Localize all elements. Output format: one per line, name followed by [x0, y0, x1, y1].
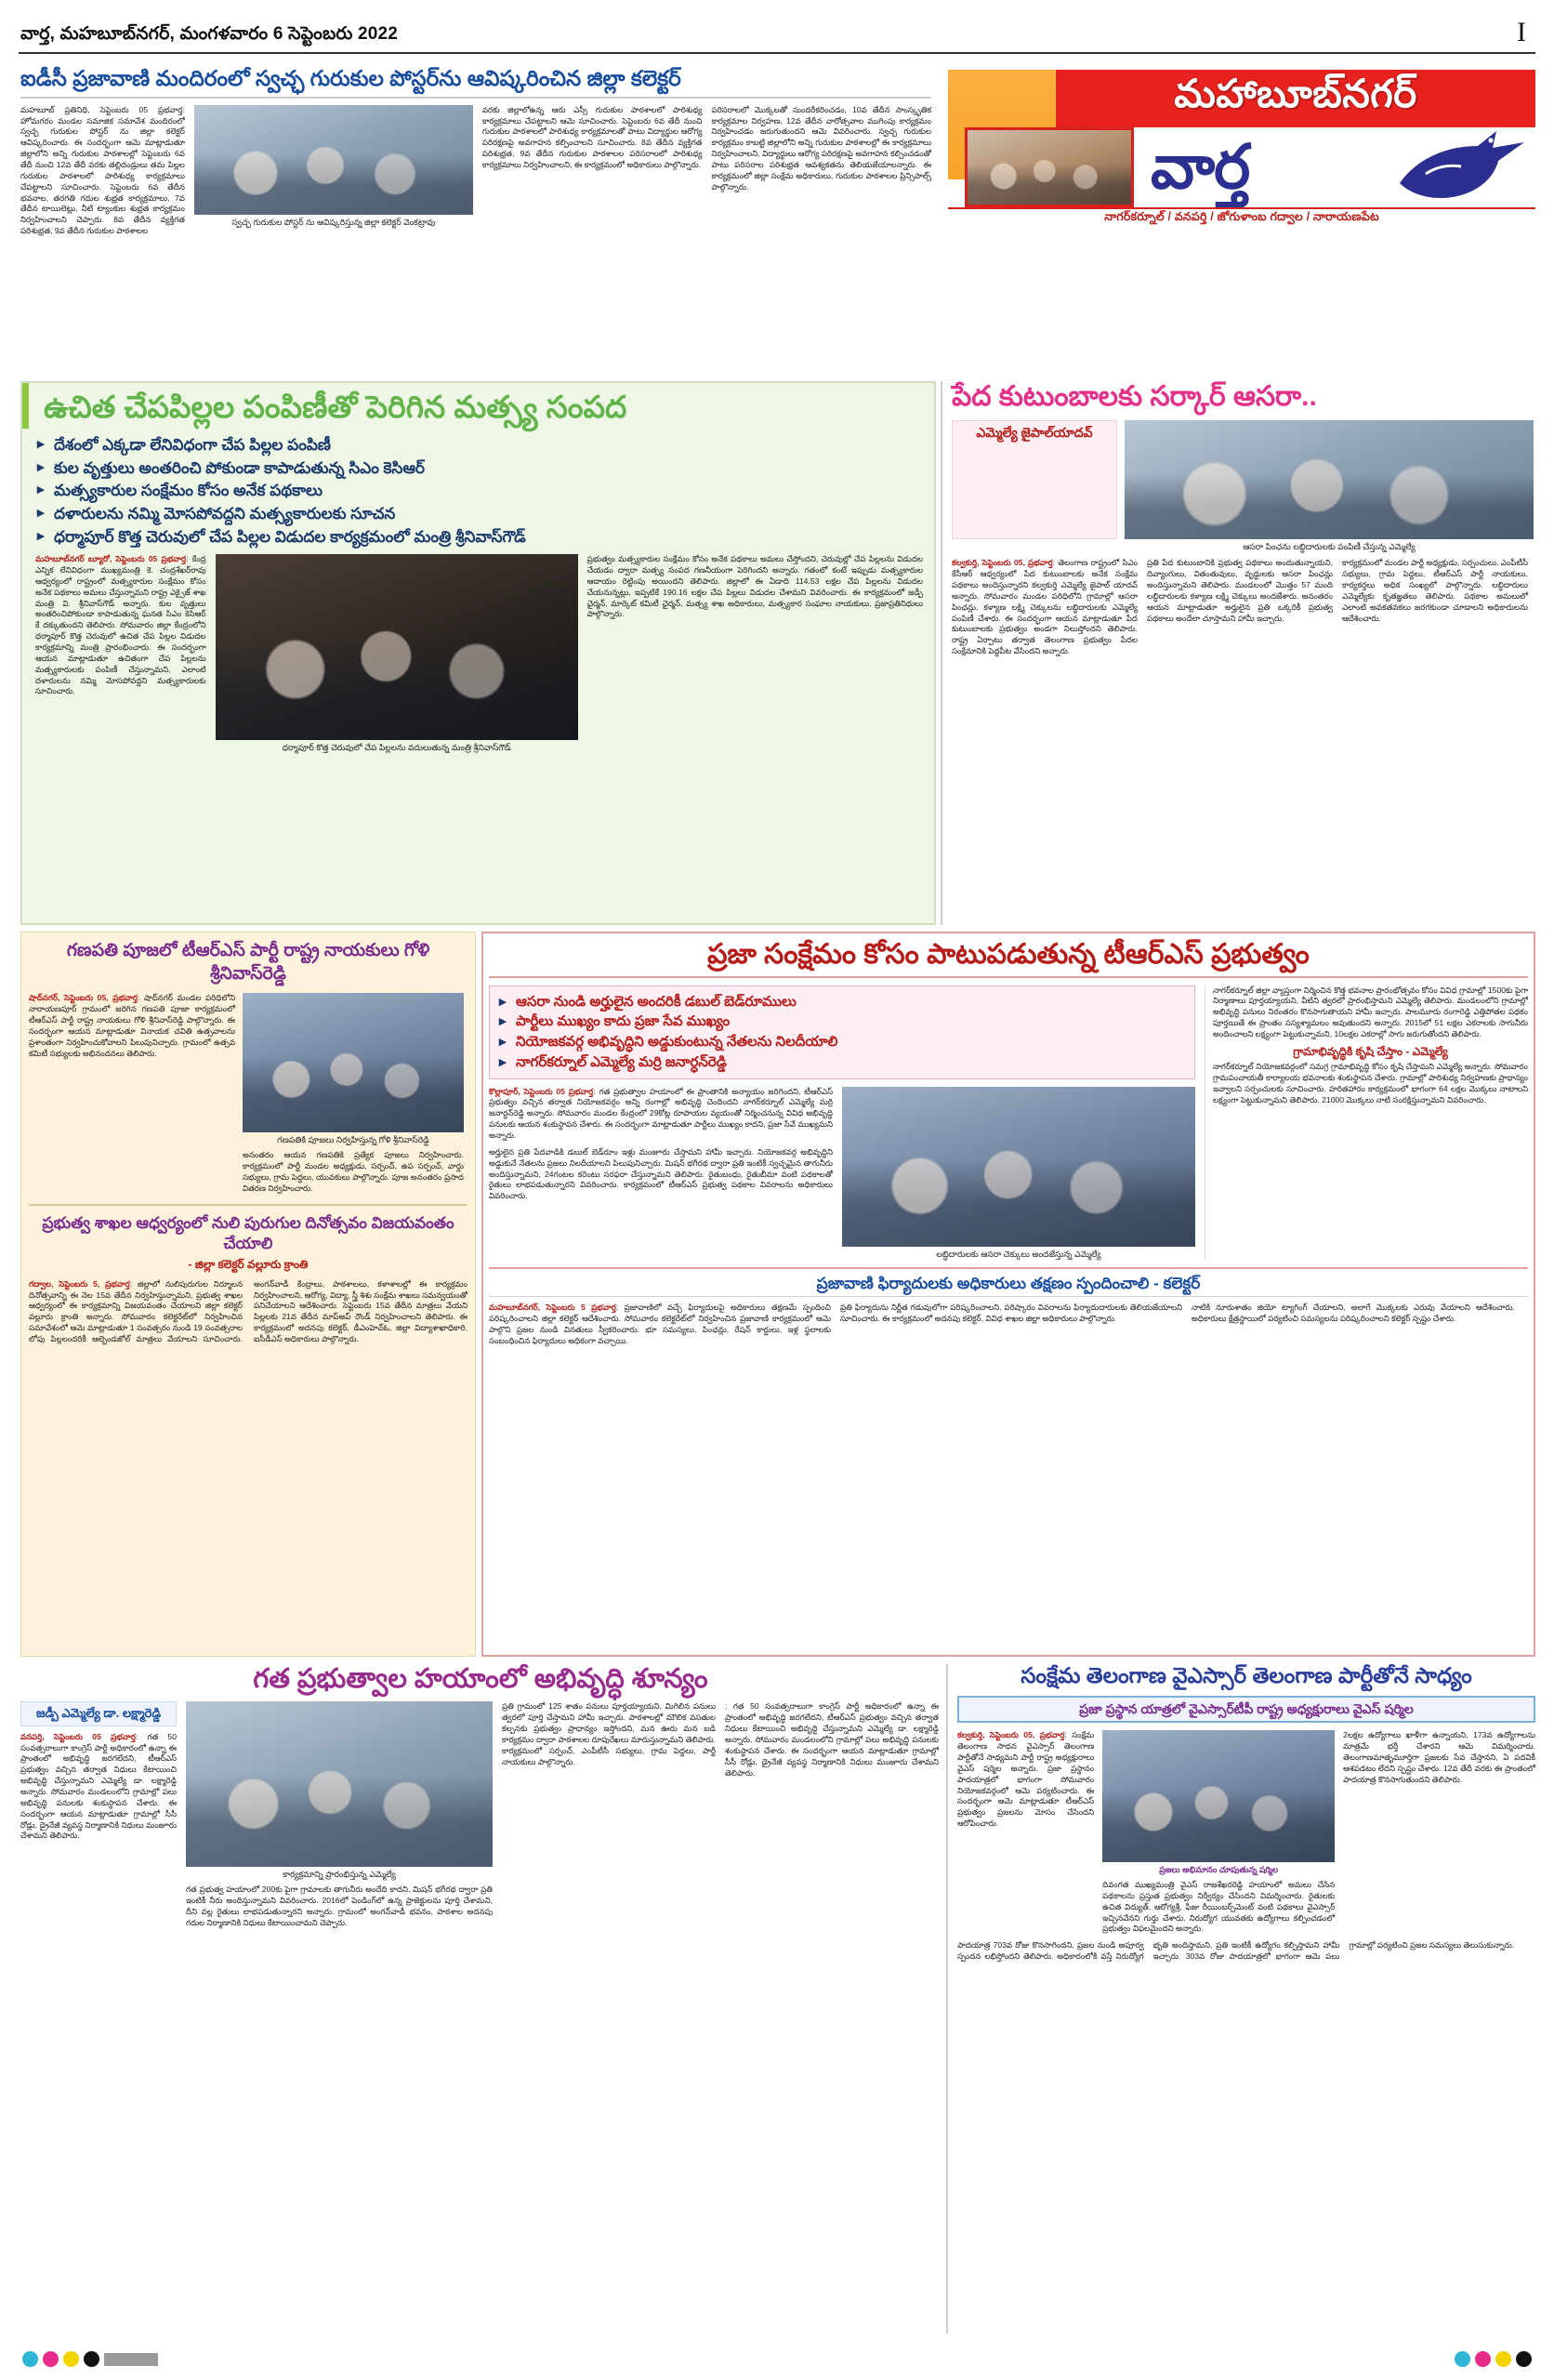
masthead	[948, 70, 1535, 228]
past-govt-headline: గత ప్రభుత్వాల హయాంలో అభివృద్ధి శూన్యం	[253, 1664, 708, 1694]
past-govt-dateline: వనపర్తి, సెప్టెంబరు 05 ప్రభవార్త	[20, 1731, 136, 1741]
trs-story-bullets-box	[489, 985, 1195, 1079]
fish-story-col-1	[35, 554, 206, 754]
asara-story-text-1: : తెలంగాణ రాష్ట్రంలో సిఎం కేసీఆర్ ఆధ్వర్యంలో పేద కుటుంబాలకు అనేక సంక్షేమ పథకాలు అందిస్తున్నారని కల్వకుర్తి ఎమ్మెల్యే జైపాల్ యాదవ్ అన్నారు. సోమవారం మండల పరిధిలోని గ్రామాల్లో ఆసరా పింఛన్లు, కళ్యాణ లక్ష్మి చెక్కులను లబ్ధిదారులకు ఎమ్మెల్యే పంపిణీ చేశారు. ఈ సందర్భంగా ఆయన మాట్లాడుతూ పేద కుటుంబాలకు ప్రభుత్వం అండగా నిలుస్తోందని తెలిపారు. రాష్ట్ర ఏర్పాటు తర్వాత తెలంగాణ ప్రభుత్వం పేదల సంక్షేమానికి పెద్దపీట వేసిందని అన్నారు.	[952, 558, 1138, 656]
color-registration-marks-right	[1455, 2351, 1532, 2367]
ganapati-story-headline: గణపతి పూజలో టీఆర్ఎస్ పార్టీ రాష్ట్ర నాయకులు గోళి శ్రీనివాస్‌రెడ్డి	[66, 941, 430, 984]
masthead-paper-name: వార్త	[1151, 132, 1250, 201]
trs-story-text-3: నాగర్‌కర్నూల్ జిల్లా వ్యాప్తంగా నిర్మించిన కొత్త భవనాల ప్రారంభోత్సవం కోసం వివిధ గ్రామాల్లో 1500కు పైగా నిర్మాణాలు పూర్తయ్యాయని, వీటిని త్వరలో ప్రారంభిస్తామని ఎమ్మెల్యే తెలిపారు. మండలంలోని గ్రామాల్లో అభివృద్ధి పనులు నిరంతరం కొనసాగుతాయని హామీ ఇచ్చారు. పాలమూరు రంగారెడ్డి ఎత్తిపోతల పథకం పూర్తయితే ఈ ప్రాంతం సస్యశ్యామలం అవుతుందని అన్నారు. 2015లో 51 లక్షల ఎకరాలకు సాగునీరు అందించాలని లక్ష్యంగా పెట్టుకున్నామని, 10లక్షల ఎకరాల్లో సాగు జరుగుతోందని తెలిపారు.	[1213, 985, 1528, 1039]
fish-story	[20, 381, 936, 925]
fish-story-text-1: : కేంద్ర ఎన్నిక లేనివిధంగా ముఖ్యమంత్రి కె. చంద్రశేఖర్‌రావు ఆధ్వర్యంలో రాష్ట్రంలో మత్స్యకారుల సంక్షేమం కోసం అనేక పథకాలు అమలు చేస్తున్నామని రాష్ట్ర ఎక్సైజ్ శాఖ మంత్రి వి. శ్రీనివాస్‌గౌడ్ అన్నారు. కుల వృత్తులు అంతరించిపోకుండా కాపాడుతున్న ఘనత సిఎం కెసిఆర్ కే దక్కుతుందని తెలిపారు. సోమవారం జిల్లా కేంద్రంలోని ధర్మాపూర్ కొత్త చెరువులో ఉచిత చేప పిల్లల విడుదల కార్యక్రమాన్ని మంత్రి ప్రారంభించారు. ఈ సందర్భంగా ఆయన మాట్లాడుతూ ఉచితంగా చేప పిల్లలను మత్స్యకారులకు పంపిణీ చేస్తున్నామని, ఎలాంటి దళారులను నమ్మి మోసపోవద్దని మత్స్యకారులకు సూచించారు.	[35, 554, 206, 696]
trs-story	[481, 932, 1535, 1657]
fish-bullet-1: ▸ దేశంలో ఎక్కడా లేనివిధంగా చేప పిల్లల పంపిణీ	[35, 434, 587, 457]
trs-story-subheading-2: గ్రామాభివృద్ధికి కృషి చేస్తాం - ఎమ్మెల్యే	[1293, 1044, 1448, 1058]
trs-bullet-3: ▸ నియోజకవర్గ అభివృద్ధిని అడ్డుకుంటున్న నేతలను నిలదీయాలి	[497, 1032, 1187, 1052]
color-registration-marks-left	[22, 2351, 158, 2367]
dot-magenta	[43, 2351, 59, 2367]
fish-bullet-4: ▸ దళారులను నమ్మి మోసపోవద్దని మత్స్యకారులకు సూచన	[35, 503, 587, 526]
top-story-caption: స్వచ్ఛ గురుకుల పోస్టర్ ను ఆవిష్కరిస్తున్న జిల్లా కలెక్టర్ వెంకట్రావు	[231, 217, 436, 227]
trs-story-col-1	[489, 1087, 833, 1261]
asara-story-caption: ఆసరా పింఛను లబ్ధిదారులకు పంపిణీ చేస్తున్న ఎమ్మెల్యే	[1243, 541, 1416, 551]
ganapati-story-text-2: అనంతరం ఆయన గణపతికి ప్రత్యేక పూజలు నిర్వహించారు. కార్యక్రమంలో పార్టీ మండల అధ్యక్షుడు, సర్పంచ్, ఉప సర్పంచ్, వార్డు సభ్యులు, గ్రామ పెద్దలు, యువకులు పాల్గొన్నారు. పూజ అనంతరం ప్రసాద వితరణ నిర్వహించారు.	[243, 1150, 464, 1193]
trs-story-right	[1205, 985, 1528, 1261]
past-govt-photo	[186, 1701, 493, 1867]
asara-story-photo	[1125, 420, 1534, 539]
collector-story-col-1	[489, 1302, 831, 1346]
top-story-col-1	[20, 105, 185, 237]
past-govt-text-4: : గత 50 సంవత్సరాలుగా కాంగ్రెస్ పార్టీ అధికారంలో ఉన్నా ఈ ప్రాంతంలో అభివృద్ధి జరగలేదని, టీఆర్ఎస్ ప్రభుత్వం వచ్చిన తర్వాత నిధులు కేటాయించి అభివృద్ధి చేస్తున్నామని ఎమ్మెల్యే డా. లక్ష్మారెడ్డి అన్నారు. సోమవారం మండలంలోని గ్రామాల్లో పలు అభివృద్ధి పనులకు శంకుస్థాపన చేశారు. ఈ సందర్భంగా ఆయన మాట్లాడుతూ గ్రామాల్లో సీసీ రోడ్లు, డ్రైనేజీ వ్యవస్థ నిర్మాణానికి నిధులు మంజూరు చేశామని తెలిపారు.	[725, 1701, 939, 1778]
collector-story-col-2	[840, 1302, 1182, 1346]
asara-story-col-1	[952, 558, 1138, 657]
trs-story-text-2: అర్హులైన ప్రతి పేదవాడికి డబుల్ బెడ్‌రూం ఇళ్లు మంజూరు చేస్తామని హామీ ఇచ్చారు. నియోజకవర్గ అభివృద్ధిని అడ్డుకునే నేతలను ప్రజలు నిలదీయాలని పిలుపునిచ్చారు. మిషన్ భగీరథ ద్వారా ప్రతి ఇంటికీ స్వచ్ఛమైన తాగునీరు అందిస్తున్నామని, 24గంటల కరెంటు సరఫరా చేస్తున్నామని తెలిపారు. రైతుబంధు, రైతుబీమా వంటి పథకాలతో రైతులు లాభపడుతున్నారని వివరించారు. కార్యక్రమంలో టీఆర్ఎస్ ప్రభుత్వ పథకాల వివరాలను అధికారులు వివరించారు.	[489, 1146, 833, 1201]
asara-story-photo-wrap	[1125, 420, 1534, 539]
collector-story-headline: ప్రజావాణి ఫిర్యాదులకు అధికారులు తక్షణం స్పందించాలి - కలెక్టర్	[489, 1275, 1528, 1297]
ysrtp-text-4: 2లక్షల ఉద్యోగాలు ఖాళీగా ఉన్నాయని, 173వ ఉద్యోగాలను మాత్రమే భర్తీ చేశారని ఆమె విమర్శించారు. తెలంగాణమాతృమూర్తిగా ప్రజలకు సేవ చేస్తానని, ఏ పదవికీ ఆశపడటం లేదని స్పష్టం చేశారు. 12వ తేదీ వరకు ఈ ప్రాంతంలో పాదయాత్ర కొనసాగుతుందని తెలిపారు.	[1343, 1730, 1535, 1784]
ysrtp-dateline: కల్వకుర్తి, సెప్టెంబరు 05, ప్రభవార్త	[957, 1730, 1065, 1740]
top-story-text-2: వరకు జిల్లాలోఉన్న ఆరు ఎస్సీ గురుకుల పాఠశాలలో పారిశుధ్య కార్యక్రమాలు చేపట్టాలని ఆమె సూచించారు. సెప్టెంబరు 6వ తేదీ నుంచి గురుకుల పాఠశాలలో పారిశుధ్య కార్యక్రమాలతో పాటు విద్యార్థుల ఆరోగ్య పరిరక్షణపై అవగాహన కల్పించాలని సూచించారు. 8వ తేదీన వ్యక్తిగత పరిశుభ్రత, 9వ తేదీన గురుకుల పాఠశాలల పరిసరాలలో పారిశుధ్య కార్యక్రమాలు నిర్వహించాలని, ఈ కార్యక్రమంలో అధికారులు పాల్గొన్నారు.	[481, 104, 703, 170]
ganapati-story-col-1	[29, 993, 235, 1194]
ysrtp-story	[946, 1664, 1535, 2334]
schools-story-subhead: - జిల్లా కలెక్టర్ వల్లూరు క్రాంతి	[188, 1257, 309, 1271]
collector-story-text-2: ప్రతి ఫిర్యాదును నిర్ణీత గడువులోగా పరిష్కరించాలని, పరిష్కారం వివరాలను ఫిర్యాదుదారులకు తెలియజేయాలని సూచించారు. ఈ కార్యక్రమంలో అదనపు కలెక్టర్, వివిధ శాఖల జిల్లా అధికారులు పాల్గొన్నారు.	[840, 1302, 1182, 1324]
past-govt-text-3: ప్రతి గ్రామంలో 125 శాతం పనులు పూర్తయ్యాయని, మిగిలిన పనులు త్వరలో పూర్తి చేస్తామని హామీ ఇచ్చారు. పాఠశాలల్లో మౌలిక వసతుల కల్పనకు ప్రభుత్వం ప్రాధాన్యం ఇస్తోందని, మన ఊరు మన బడి కార్యక్రమం ద్వారా పాఠశాలల రూపురేఖలు మారుస్తున్నామని తెలిపారు. కార్యక్రమంలో సర్పంచ్, ఎంపీటీసీ సభ్యులు, గ్రామ పెద్దలు, పార్టీ నాయకులు పాల్గొన్నారు.	[502, 1701, 716, 1766]
collector-story-text-1: : ప్రజావాణిలో వచ్చే ఫిర్యాదులపై అధికారులు తక్షణమే స్పందించి పరిష్కరించాలని జిల్లా కలెక్టర్ ఆదేశించారు. సోమవారం కలెక్టరేట్‌లో నిర్వహించిన ప్రజావాణి కార్యక్రమంలో ఆమె పాల్గొని ప్రజల నుండి వినతులు స్వీకరించారు. భూ సమస్యలు, పింఛన్లు, రేషన్ కార్డులు, ఇళ్ల స్థలాలకు సంబంధించిన ఫిర్యాదులు అధికంగా వచ్చాయి.	[489, 1302, 831, 1345]
past-govt-photo-wrap	[186, 1701, 493, 1928]
masthead-editions: నాగర్‌కర్నూల్ / వనపర్తి / జోగుళాంబ గద్వాల / నారాయణపేట	[1104, 210, 1379, 223]
collector-story-col-3	[1192, 1302, 1515, 1346]
schools-story-headline: ప్రభుత్వ శాఖల ఆధ్వర్యంలో నులి పురుగుల దినోత్సవం విజయవంతం చేయాలి	[42, 1213, 454, 1252]
ysrtp-col-1	[957, 1730, 1094, 1935]
trs-story-photo-wrap	[842, 1087, 1195, 1261]
asara-story-col-2	[1147, 558, 1333, 657]
ganapati-story-dateline: షాద్‌నగర్, సెప్టెంబరు 05, ప్రభవార్త	[29, 993, 138, 1003]
dot-cyan-right	[1455, 2351, 1470, 2367]
top-story-headline: ఐడీసీ ప్రజావాణి మందిరంలో స్వచ్ఛ గురుకుల పోస్టర్‌ను ఆవిష్కరించిన జిల్లా కలెక్టర్	[20, 67, 931, 99]
asara-story-text-3: కార్యక్రమంలో మండల పార్టీ అధ్యక్షుడు, సర్పంచులు, ఎంపీటీసీ సభ్యులు, గ్రామ పెద్దలు, టీఆర్ఎస్ పార్టీ నాయకులు, కార్యకర్తలు అధిక సంఖ్యలో పాల్గొన్నారు. లబ్ధిదారులు ఎమ్మెల్యేకు కృతజ్ఞతలు తెలిపారు. పథకాల అమలులో ఎలాంటి అవకతవకలు జరగకుండా చూడాలని అధికారులను ఆదేశించారు.	[1342, 558, 1528, 623]
schools-story-dateline: గద్వాల, సెప్టెంబరు 5, ప్రభవార్త	[29, 1278, 130, 1289]
dot-black-right	[1516, 2351, 1532, 2367]
past-govt-story	[20, 1664, 941, 2334]
ganapati-story	[20, 932, 476, 1657]
dove-icon	[1389, 118, 1528, 204]
past-govt-text-1: : గత 50 సంవత్సరాలుగా కాంగ్రెస్ పార్టీ అధికారంలో ఉన్నా ఈ ప్రాంతంలో అభివృద్ధి జరగలేదని, టీఆర్ఎస్ ప్రభుత్వం వచ్చిన తర్వాత నిధులు కేటాయించి అభివృద్ధి చేస్తున్నామని ఎమ్మెల్యే డా. లక్ష్మారెడ్డి అన్నారు. సోమవారం మండలంలోని గ్రామాల్లో పలు అభివృద్ధి పనులకు శంకుస్థాపన చేశారు. ఈ సందర్భంగా ఆయన మాట్లాడుతూ గ్రామాల్లో సీసీ రోడ్లు, డ్రైనేజీ వ్యవస్థ నిర్మాణానికి నిధులు మంజూరు చేశామని తెలిపారు.	[20, 1731, 177, 1841]
fish-story-caption: ధర్మాపూర్ కొత్త చెరువులో చేప పిల్లలను వదులుతున్న మంత్రి శ్రీనివాస్‌గౌడ్	[282, 743, 511, 753]
trs-bullet-2: ▸ పార్టీలు ముఖ్యం కాదు ప్రజా సేవ ముఖ్యం	[497, 1012, 1187, 1032]
top-story-col-3	[711, 105, 931, 237]
collector-story	[489, 1267, 1528, 1346]
collector-story-dateline: మహబూబ్‌నగర్, సెప్టెంబరు 5 ప్రభవార్త	[489, 1302, 616, 1313]
trs-story-headline: ప్రజా సంక్షేమం కోసం పాటుపడుతున్న టీఆర్ఎస్ ప్రభుత్వం	[489, 939, 1528, 978]
trs-bullet-1: ▸ ఆసరా నుండి అర్హులైన అందరికీ డబుల్ బెడ్‌రూములు	[497, 992, 1187, 1012]
schools-story	[29, 1204, 468, 1345]
masthead-editions-strip	[948, 207, 1535, 228]
dateline-row	[19, 17, 1535, 52]
trs-story-text-4: నాగర్‌కర్నూల్ నియోజకవర్గంలో సమగ్ర గ్రామాభివృద్ధి కోసం కృషి చేస్తామని ఎమ్మెల్యే అన్నారు. సోమవారం గ్రామపంచాయతీ కార్యాలయ భవనాలకు శంకుస్థాపన చేశారు. గ్రామాల్లో పారిశుధ్య నిర్వహణకు ప్రాధాన్యం ఇవ్వాలని సర్పంచులకు సూచించారు. హరితహారం కార్యక్రమంలో భాగంగా 64 లక్షల మొక్కలు నాటాలని లక్ష్యంగా పెట్టుకున్నామని తెలిపారు. 21000 మొక్కలు నాటి సంరక్షిస్తున్నామని వివరించారు.	[1213, 1062, 1528, 1104]
ysrtp-text-1: : సంక్షేమ తెలంగాణ సాధన వైఎస్సార్ తెలంగాణ పార్టీతోనే సాధ్యమని పార్టీ రాష్ట్ర అధ్యక్షురాలు వైఎస్ షర్మిల అన్నారు. ప్రజా ప్రస్థానం పాదయాత్రలో భాగంగా సోమవారం నియోజకవర్గంలో ఆమె పర్యటించారు. ఈ సందర్భంగా ఆమె మాట్లాడుతూ టీఆర్ఎస్ ప్రభుత్వం ప్రజలను మోసం చేసిందని ఆరోపించారు.	[957, 1730, 1095, 1829]
masthead-district-title: మహాబూబ్‌నగర్	[1174, 71, 1417, 115]
dot-magenta-right	[1475, 2351, 1491, 2367]
past-govt-subhead-box	[20, 1701, 177, 1726]
past-govt-col-4	[725, 1701, 939, 1928]
top-story-text-3: పరిసరాలలో మొక్కలతో సుందరీకరించడం, 10వ తేదీన సాంస్కృతిక కార్యక్రమాల నిర్వహణ, 12వ తేదీన వారోత్సవాల ముగింపు కార్యక్రమం నిర్వహించడం జరుగుతుందని ఆమె వివరించారు. స్వచ్ఛ గురుకుల కార్యక్రమం కాబట్టి జిల్లాలోని అన్ని గురుకుల పాఠశాలల్లో ఈ కార్యక్రమాలు నిర్వహించాలని, విద్యార్థులు ఆరోగ్య పరిరక్షణపై అవగాహన కల్పించడంతో పాటు పరిసరాల పరిశుభ్రత ఆవశ్యకతను తెలియజేయాలన్నారు. ఈ కార్యక్రమంలో జిల్లా సంక్షేమ అధికారులు, గురుకుల పాఠశాలల ప్రిన్సిపాల్స్ పాల్గొన్నారు.	[711, 104, 931, 192]
past-govt-subhead: జడ్పీ ఎమ్మెల్యే డా. లక్ష్మారెడ్డి	[35, 1706, 161, 1721]
ysrtp-caption: ప్రజలు అభిమానం చూపుతున్న షర్మిల	[1159, 1865, 1279, 1875]
registration-bar	[104, 2353, 158, 2366]
ysrtp-col-3	[1343, 1730, 1535, 1935]
ysrtp-subhead-box	[957, 1696, 1535, 1724]
dot-yellow-right	[1495, 2351, 1511, 2367]
ysrtp-subhead: ప్రజా ప్రస్థాన యాత్రలో వైఎస్సార్‌టీపీ రాష్ట్ర అధ్యక్షురాలు వైఎస్ షర్మిల	[1079, 1700, 1414, 1716]
top-story-text-1: మహబూబ్ ప్రతినిధి, సెప్టెంబరు 05 ప్రభవార్త: హోమగరం మండల సమాజిక సమావేశ మందిరంలో స్వచ్ఛ గురుకుల పోస్టర్ ను జిల్లా కలెక్టర్ ఆవిష్కరించారు. ఈ సందర్భంగా ఆమె మాట్లాడుతూ జిల్లాలోని అన్ని గురుకుల పాఠశాలల్లో సెప్టెంబరు 6వ తేదీ నుంచి 12వ తేదీ వరకు తల్లిదండ్రులు తమ పిల్లల గురుకుల పాఠశాలలో పారిశుధ్య కార్యక్రమాలు చేపట్టాలని సూచించారు. సెప్టెంబరు 6వ తేదీన భవనాల, తరగతి గదుల శుభ్రత కార్యక్రమాలు, 7వ తేదీన టాయిలెట్లు, నీటి ట్యాంకుల శుభ్రత కార్యక్రమం నిర్వహించాలని చెప్పారు. 8వ తేదీన వ్యక్తిగత పరిశుభ్రత, 9వ తేదీన గురుకుల పాఠశాలల	[20, 104, 185, 236]
trs-story-text-1: : గత ప్రభుత్వాల హయాంలో ఈ ప్రాంతానికి అన్యాయం జరిగిందని, టీఆర్ఎస్ ప్రభుత్వం వచ్చిన తర్వాత నియోజకవర్గం అన్ని రంగాల్లో అభివృద్ధి చెందిందని నాగర్‌కర్నూల్ ఎమ్మెల్యే మర్రి జనార్ధన్‌రెడ్డి అన్నారు. సోమవారం మండల కేంద్రంలో 29కోట్ల రూపాయల వ్యయంతో నిర్మించనున్న వివిధ అభివృద్ధి పనులకు ఆయన శంకుస్థాపన చేశారు. ఈ సందర్భంగా మాట్లాడుతూ పార్టీలు ముఖ్యం కాదని, ప్రజా సేవే ముఖ్యమని అన్నారు.	[489, 1086, 833, 1141]
dateline-text: వార్త, మహబూబ్‌నగర్, మంగళవారం 6 సెప్టెంబరు 2022	[20, 24, 399, 44]
trs-story-caption: లబ్ధిదారులకు ఆసరా చెక్కులు అందజేస్తున్న ఎమ్మెల్యే	[936, 1249, 1101, 1259]
dot-yellow	[63, 2351, 79, 2367]
trs-story-dateline: కొల్లాపూర్, సెప్టెంబరు 05 ప్రభవార్త	[489, 1086, 594, 1096]
fish-story-col-2	[587, 554, 923, 754]
header-rule	[19, 52, 1535, 54]
ganapati-story-text-1: : షాద్‌నగర్ మండల పరిధిలోని నారాయణపూర్ గ్రామంలో జరిగిన గణపతి పూజా కార్యక్రమంలో టీఆర్ఎస్ పార్టీ రాష్ట్ర నాయకులు గోళి శ్రీనివాస్‌రెడ్డి పాల్గొన్నారు. ఈ సందర్భంగా ఆయన మాట్లాడుతూ వినాయక చవితి ఉత్సవాలను ప్రశాంతంగా నిర్వహించుకోవాలని పిలుపునిచ్చారు. గ్రామంలో ఉత్సవ కమిటీ సభ్యులకు అభినందనలు తెలిపారు.	[29, 993, 235, 1058]
ysrtp-photo-wrap	[1102, 1730, 1335, 1935]
top-story-col-2	[482, 105, 703, 237]
fish-bullet-3: ▸ మత్స్యకారుల సంక్షేమం కోసం అనేక పథకాలు	[35, 480, 587, 503]
fish-story-text-2: ప్రభుత్వం మత్స్యకారుల సంక్షేమం కోసం అనేక పథకాలు అమలు చేస్తోందని, చెరువుల్లో చేప పిల్లలను విడుదల చేయడం ద్వారా మత్స్య సంపద గణనీయంగా పెరిగిందని అన్నారు. గతంలో కంటే ఇప్పుడు మత్స్యకారుల ఆదాయం రెట్టింపు అయిందని తెలిపారు. జిల్లాలో ఈ ఏడాది 114.53 లక్షల చేప పిల్లలను విడుదల చేయనున్నట్లు, ఇప్పటికే 190.16 లక్షల చేప పిల్లలు విడుదల చేశామని వివరించారు. ఈ కార్యక్రమంలో జడ్పీ ఛైర్మన్, మార్కెట్ కమిటీ ఛైర్మన్, మత్స్య శాఖ అధికారులు, మత్స్యకార సంఘాల నాయకులు, ప్రజాప్రతినిధులు పాల్గొన్నారు.	[586, 554, 923, 619]
ysrtp-photo	[1102, 1730, 1335, 1862]
asara-story-text-2: ప్రతి పేద కుటుంబానికి ప్రభుత్వ పథకాలు అందుతున్నాయని, దివ్యాంగులు, వితంతువులు, వృద్ధులకు ఆసరా పింఛన్లు అందిస్తున్నామని తెలిపారు. మండలంలో మొత్తం 57 మంది లబ్ధిదారులకు కళ్యాణ లక్ష్మి చెక్కులు అందజేశారు. అనంతరం ఆయన మాట్లాడుతూ అర్హులైన ప్రతి ఒక్కరికీ ప్రభుత్వ పథకాలు అందేలా చూస్తామని హామీ ఇచ్చారు.	[1147, 558, 1333, 623]
top-story-photo-wrap	[194, 105, 473, 237]
dot-cyan	[22, 2351, 38, 2367]
ysrtp-text-2: దివంగత ముఖ్యమంత్రి వైఎస్ రాజశేఖరరెడ్డి హయాంలో అమలు చేసిన పథకాలను ప్రస్తుత ప్రభుత్వం నిర్వీర్యం చేసిందని విమర్శించారు. రైతులకు ఉచిత విద్యుత్, ఆరోగ్యశ్రీ, ఫీజు రీయింబర్స్‌మెంట్ వంటి పథకాలు వైఎస్సార్ ఇచ్చినవేనని గుర్తు చేశారు. నిరుద్యోగ యువతకు ఉద్యోగాలు కల్పించడంలో ప్రభుత్వం విఫలమైందని అన్నారు.	[1102, 1879, 1336, 1934]
top-story	[20, 67, 931, 237]
fish-story-photo	[216, 554, 578, 740]
trs-story-bullets	[497, 992, 1187, 1073]
past-govt-col-1	[20, 1701, 177, 1928]
past-govt-text-2: గత ప్రభుత్వ హయాంలో 200కు పైగా గ్రామాలకు తాగునీరు అందేది కాదని, మిషన్ భగీరథ ద్వారా ప్రతి ఇంటికీ నీరు అందిస్తున్నామని వివరించారు. 2016లో పెండింగ్‌లో ఉన్న ప్రాజెక్టులను పూర్తి చేశామని, దీని వల్ల రైతులు లాభపడుతున్నారని అన్నారు. గ్రామంలో అంగన్‌వాడీ భవనం, పాఠశాల అదనపు గదుల నిర్మాణానికి నిధులు కేటాయించామని చెప్పారు.	[186, 1884, 493, 1927]
ganapati-story-photo-wrap	[243, 993, 464, 1194]
asara-story-headline: పేద కుటుంబాలకు సర్కార్ ఆసరా..	[952, 381, 1317, 412]
past-govt-col-3	[502, 1701, 716, 1928]
trs-bullet-4: ▸ నాగర్‌కర్నూల్ ఎమ్మెల్యే మర్రి జనార్ధన్‌రెడ్డి	[497, 1052, 1187, 1073]
fish-story-photo-wrap	[216, 554, 578, 754]
asara-subhead-box	[952, 420, 1117, 539]
ysrtp-headline: సంక్షేమ తెలంగాణ వైఎస్సార్ తెలంగాణ పార్టీతోనే సాధ్యం	[1021, 1663, 1472, 1687]
schools-story-text: : జిల్లాలో నులిపురుగుల నిర్మూలన దినోత్సవాన్ని ఈ నెల 15వ తేదీన నిర్వహిస్తున్నామని, ప్రభుత్వ శాఖల ఆధ్వర్యంలో ఈ కార్యక్రమాన్ని విజయవంతం చేయాలని జిల్లా కలెక్టర్ వల్లూరు క్రాంతి అన్నారు. సోమవారం కలెక్టరేట్‌లో నిర్వహించిన సమావేశంలో ఆమె మాట్లాడుతూ 1 సంవత్సరం నుండి 19 సంవత్సరాల లోపు పిల్లలందరికీ ఆల్బెండజోల్ మాత్రలు వేయాలని సూచించారు. అంగన్‌వాడీ కేంద్రాలు, పాఠశాలలు, కళాశాలల్లో ఈ కార్యక్రమం నిర్వహించాలని, ఆరోగ్య, విద్యా, స్త్రీ శిశు సంక్షేమ శాఖలు సమన్వయంతో పనిచేయాలని ఆదేశించారు. సెప్టెంబరు 15వ తేదీన మాత్రలు వేయని పిల్లలకు 21వ తేదీన మాప్‌అప్ రౌండ్ నిర్వహించాలని తెలిపారు. ఈ కార్యక్రమంలో అదనపు కలెక్టర్, డీఎంహెచ్ఓ, జిల్లా విద్యాశాఖాధికారి, ఐసీడీఎస్ అధికారులు పాల్గొన్నారు.	[29, 1278, 468, 1343]
fish-bullet-5: ▸ ధర్మాపూర్ కొత్త చెరువులో చేప పిల్లల విడుదల కార్యక్రమంలో మంత్రి శ్రీనివాస్‌గౌడ్	[35, 526, 587, 549]
ganapati-story-photo	[243, 993, 464, 1132]
trs-story-left	[489, 985, 1195, 1261]
trs-story-photo	[842, 1087, 1195, 1247]
collector-story-text-3: నాటికి నూరుశాతం జియో ట్యాగింగ్ చేయాలని, అలాగే మొక్కలకు ఎరువు వేయాలని ఆదేశించారు. అధికారులు క్షేత్రస్థాయిలో పర్యటించి సమస్యలను పరిష్కరించాలని కలెక్టర్ స్పష్టం చేశారు.	[1192, 1302, 1515, 1324]
fish-story-dateline: మహబూబ్‌నగర్ బ్యూరో, సెప్టెంబరు 05 ప్రభవార్త	[35, 554, 187, 564]
asara-story-col-3	[1342, 558, 1528, 657]
asara-story-dateline: కల్వకుర్తి, సెప్టెంబరు 05, ప్రభవార్త	[952, 558, 1053, 568]
asara-story-subhead: ఎమ్మెల్యే జైపాల్‌యాదవ్	[976, 424, 1093, 440]
ysrtp-text-3: పాదయాత్ర 703వ రోజు కొనసాగిందని, ప్రజల నుండి అపూర్వ స్పందన లభిస్తోందని తెలిపారు. అధికారంలోకి వస్తే నిరుద్యోగ భృతి అందిస్తామని, ప్రతి ఇంటికీ ఉద్యోగం కల్పిస్తామని హామీ ఇచ్చారు. 303వ రోజు పాదయాత్రలో భాగంగా ఆమె పలు గ్రామాల్లో పర్యటించి ప్రజల సమస్యలు తెలుసుకున్నారు.	[957, 1940, 1515, 1962]
dot-black	[84, 2351, 99, 2367]
fish-story-bullets	[22, 429, 599, 552]
page-folio: I	[1517, 17, 1526, 47]
ganapati-story-caption: గణపతికి పూజలు నిర్వహిస్తున్న గోళి శ్రీనివాస్‌రెడ్డి	[277, 1135, 429, 1145]
fish-bullet-2: ▸ కుల వృత్తులు అంతరించి పోకుండా కాపాడుతున్న సిఎం కెసిఆర్	[35, 457, 587, 481]
asara-story	[941, 381, 1535, 925]
past-govt-caption: కార్యక్రమాన్ని ప్రారంభిస్తున్న ఎమ్మెల్యే	[283, 1870, 396, 1880]
masthead-dam-photo	[965, 127, 1134, 207]
fish-story-headline: ఉచిత చేపపిల్లల పంపిణీతో పెరిగిన మత్స్య సంపద	[22, 383, 934, 429]
top-story-photo	[194, 105, 473, 215]
